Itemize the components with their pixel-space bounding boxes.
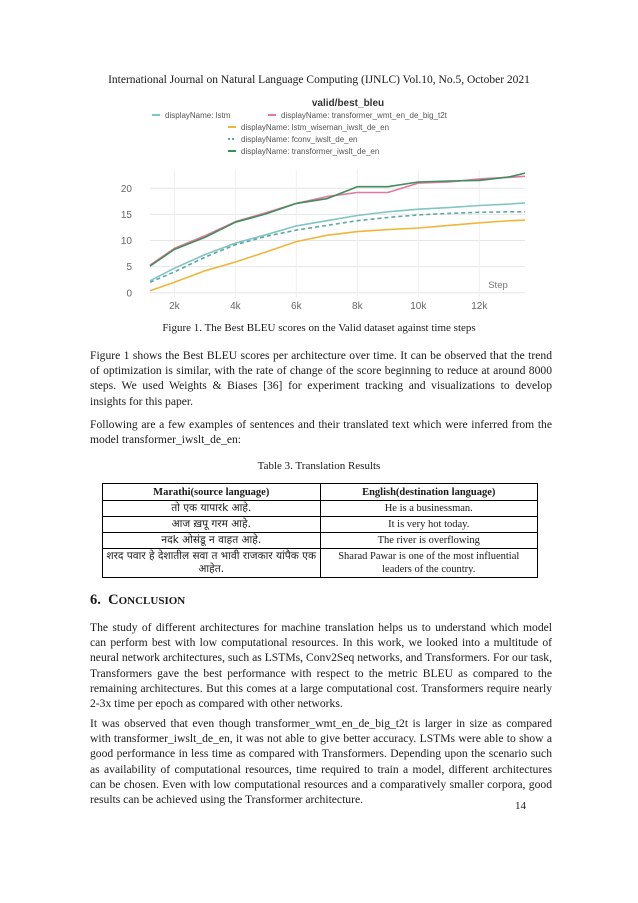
legend-label: displayName: lstm_wiseman_iwslt_de_en	[241, 123, 390, 132]
marathi-cell: शरद पवार हे देशातील सवा त भावी राजकार यांपैक एक आहेत.	[103, 549, 321, 578]
table-header-row	[103, 484, 538, 501]
paragraph-conclusion-2: It was observed that even though transformer_wmt_en_de_big_t2t is larger in size as compared with transformer_iwslt_de_en, it was not able to give better accuracy. LSTMs were able to show a good performance in less time as compared with Transformers. Depending upon the scenario such as availability of computational resources, time required to train a model, different architectures can be chosen. Even with low computational resources and a comparatively smaller corpora, good results can be achieved using the Transformer architecture.	[90, 717, 552, 807]
english-cell: Sharad Pawar is one of the most influential leaders of the country.	[320, 549, 538, 578]
table-row	[103, 501, 538, 517]
english-cell: He is a businessman.	[320, 501, 538, 517]
chart-title: valid/best_bleu	[311, 98, 385, 109]
paragraph-figure-discussion: Figure 1 shows the Best BLEU scores per architecture over time. It can be observed that the trend of optimization is similar, with the rate of change of the score beginning to reduce at around 8000 steps. We used Weights & Biases [36] for experiment tracking and visualizations to develop insights for this paper.	[90, 349, 552, 408]
page-number: 14	[515, 800, 526, 812]
marathi-cell: आज ख़पू गरम आहे.	[103, 517, 321, 533]
marathi-cell: तो एक यापारk आहे.	[103, 501, 321, 517]
y-tick-label: 5	[126, 262, 132, 274]
legend-label: displayName: transformer_iwslt_de_en	[241, 147, 380, 156]
section-heading-conclusion	[90, 592, 185, 609]
section-title-rest: ONCLUSION	[118, 595, 186, 607]
paragraph-conclusion-1: The study of different architectures for machine translation helps us to understand which model can perform best with low computational resources. In this work, we looked into a multitude of neural network architectures, such as LSTMs, Conv2Seq networks, and Transformers. For our task, Transformers gave the best performance with respect to the metric BLEU as compared to the remaining architectures. But this comes at a large computational cost. Transformers require nearly 2-3x time per epoch as compared with other networks.	[90, 621, 552, 711]
journal-header: International Journal on Natural Language Computing (IJNLC) Vol.10, No.5, October 2021	[108, 74, 530, 86]
translation-table	[102, 483, 538, 578]
legend-label: displayName: lstm	[165, 111, 231, 120]
x-tick-label: 8k	[352, 301, 363, 312]
series-line	[150, 212, 525, 282]
series-line	[150, 176, 525, 265]
y-tick-label: 0	[126, 288, 132, 300]
legend-label: displayName: fconv_iwslt_de_en	[241, 135, 358, 144]
marathi-cell: नदk ओसंडू न वाहत आहे.	[103, 533, 321, 549]
series-line	[150, 220, 525, 291]
y-tick-label: 10	[120, 236, 132, 248]
x-tick-label: 10k	[410, 301, 427, 312]
x-tick-label: 6k	[291, 301, 302, 312]
paragraph-examples-intro: Following are a few examples of sentences and their translated text which were inferred from the model transformer_iwslt_de_en:	[90, 418, 552, 447]
table-header-source: Marathi(source language)	[103, 484, 321, 501]
section-title-initial: C	[108, 592, 119, 608]
legend-label: displayName: transformer_wmt_en_de_big_t2t	[281, 111, 447, 120]
x-tick-label: 12k	[471, 301, 488, 312]
english-cell: It is very hot today.	[320, 517, 538, 533]
figure-caption: Figure 1. The Best BLEU scores on the Valid dataset against time steps	[162, 322, 476, 334]
y-tick-label: 15	[120, 209, 132, 221]
table-header-destination: English(destination language)	[320, 484, 538, 501]
x-tick-label: 4k	[230, 301, 241, 312]
bleu-chart-svg	[100, 92, 540, 320]
section-number: 6.	[90, 592, 101, 608]
bleu-chart	[100, 92, 540, 320]
chart-legend	[152, 111, 448, 156]
table-row	[103, 517, 538, 533]
table-row	[103, 533, 538, 549]
table-caption: Table 3. Translation Results	[257, 460, 381, 472]
table-row	[103, 549, 538, 578]
x-axis-label: Step	[488, 280, 508, 291]
chart-series	[150, 173, 525, 291]
x-tick-label: 2k	[169, 301, 180, 312]
y-tick-label: 20	[120, 183, 132, 195]
english-cell: The river is overflowing	[320, 533, 538, 549]
